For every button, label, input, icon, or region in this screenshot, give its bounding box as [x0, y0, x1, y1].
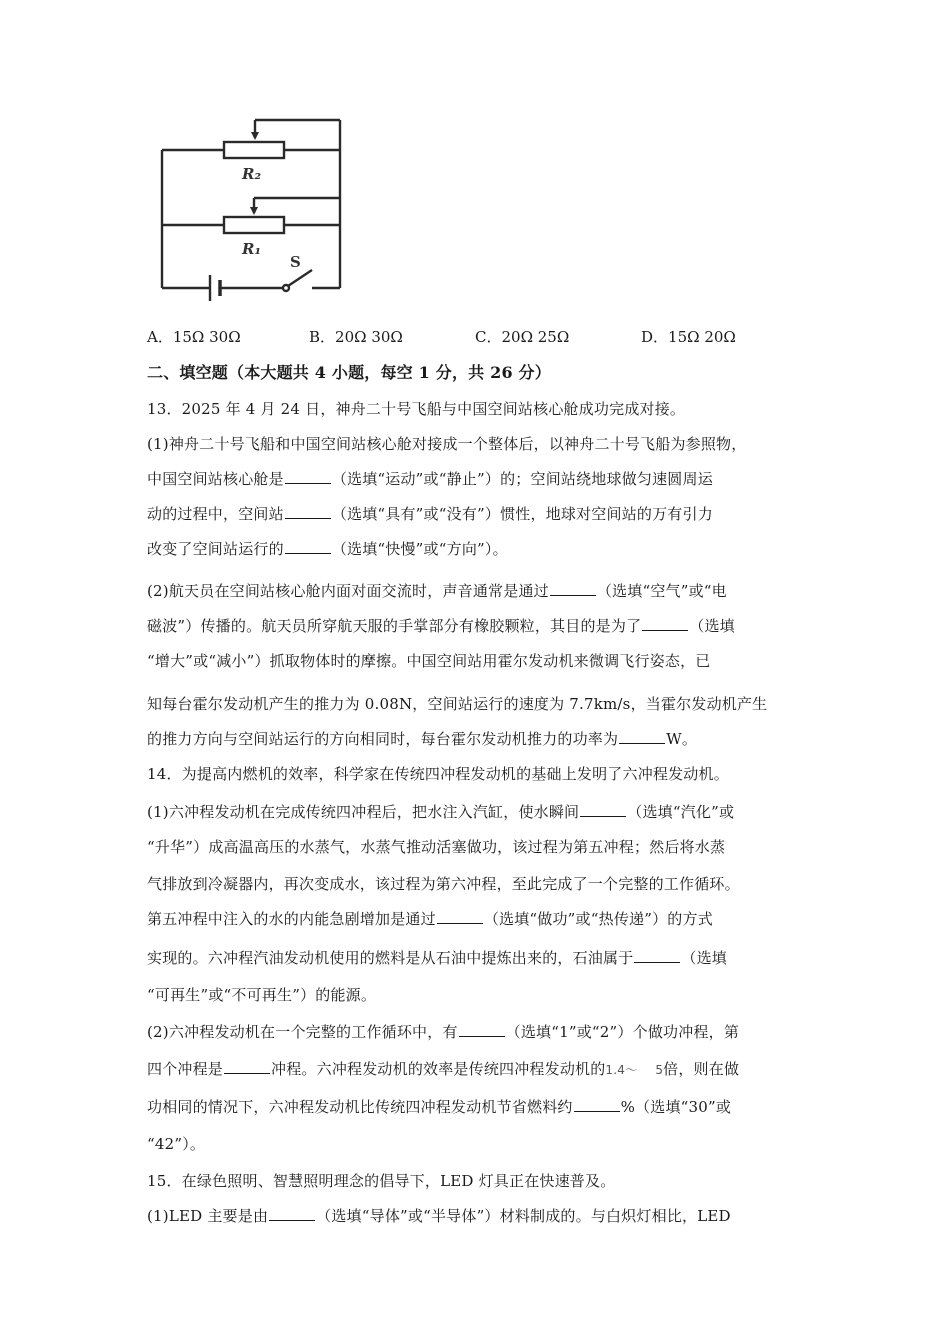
- q13-line-8: “增大”或“减小”）抓取物体时的摩擦。中国空间站用霍尔发动机来微调飞行姿态，已: [147, 652, 711, 670]
- answer-blank[interactable]: [619, 729, 665, 744]
- answer-blank[interactable]: [642, 616, 688, 631]
- q14-line-5: 第五冲程中注入的水的内能急剧增加是通过 （选填“做功”或“热传递”）的方式: [147, 910, 713, 928]
- q15-line-2: (1)LED 主要是由 （选填“导体”或“半导体”）材料制成的。与白炽灯相比，LED: [147, 1207, 731, 1225]
- switch-label: S: [290, 253, 301, 271]
- answer-blank[interactable]: [269, 1206, 315, 1221]
- answer-options: [147, 326, 867, 348]
- q13-line-4: 动的过程中，空间站 （选填“具有”或“没有”）惯性，地球对空间站的万有引力: [147, 505, 713, 523]
- q14-line-4: 气排放到冷凝器内，再次变成水，该过程为第六冲程，至此完成了一个完整的工作循环。: [147, 875, 740, 893]
- q14-line-3: “升华”）成高温高压的水蒸气，水蒸气推动活塞做功，该过程为第五冲程；然后将水蒸: [147, 838, 726, 856]
- answer-blank[interactable]: [634, 948, 680, 963]
- answer-blank[interactable]: [580, 802, 626, 817]
- answer-blank[interactable]: [437, 909, 483, 924]
- answer-blank[interactable]: [224, 1059, 270, 1074]
- option-b: B．20Ω 30Ω: [309, 328, 403, 346]
- q13-line-9: 知每台霍尔发动机产生的推力为 0.08N，空间站运行的速度为 7.7km/s，当霍尔发动机产生: [147, 695, 768, 713]
- answer-blank[interactable]: [574, 1097, 620, 1112]
- q13-stem: 13．2025 年 4 月 24 日，神舟二十号飞船与中国空间站核心舱成功完成对接。: [147, 400, 686, 418]
- q14-line-9: 四个冲程是 冲程。六冲程发动机的效率是传统四冲程发动机的1.4～ 5倍，则在做: [147, 1060, 740, 1078]
- r2-slider-arrow: [251, 132, 259, 140]
- q13-line-6: (2)航天员在空间站核心舱内面对面交流时，声音通常是通过 （选填“空气”或“电: [147, 582, 727, 600]
- r2-label: R₂: [242, 165, 262, 183]
- q13-line-3: 中国空间站核心舱是 （选填“运动”或“静止”）的；空间站绕地球做匀速圆周运: [147, 470, 713, 488]
- q14-line-8: (2)六冲程发动机在一个完整的工作循环中，有 （选填“1”或“2”）个做功冲程，第: [147, 1023, 740, 1041]
- q14-stem: 14．为提高内燃机的效率，科学家在传统四冲程发动机的基础上发明了六冲程发动机。: [147, 765, 729, 783]
- answer-blank[interactable]: [285, 504, 331, 519]
- answer-blank[interactable]: [285, 469, 331, 484]
- q13-line-7: 磁波”）传播的。航天员所穿航天服的手掌部分有橡胶颗粒，其目的是为了 （选填: [147, 617, 735, 635]
- answer-blank[interactable]: [550, 581, 596, 596]
- q14-line-11: “42”）。: [147, 1135, 206, 1153]
- q13-line-5: 改变了空间站运行的 （选填“快慢”或“方向”）。: [147, 540, 508, 558]
- q14-line-6: 实现的。六冲程汽油发动机使用的燃料是从石油中提炼出来的，石油属于 （选填: [147, 949, 728, 967]
- answer-blank[interactable]: [459, 1022, 505, 1037]
- q15-stem: 15．在绿色照明、智慧照明理念的倡导下，LED 灯具正在快速普及。: [147, 1172, 616, 1190]
- q13-line-10: 的推力方向与空间站运行的方向相同时，每台霍尔发动机推力的功率为 W。: [147, 730, 698, 748]
- q14-line-2: (1)六冲程发动机在完成传统四冲程后，把水注入汽缸，使水瞬间 （选填“汽化”或: [147, 803, 735, 821]
- answer-blank[interactable]: [285, 539, 331, 554]
- section-title: 二、填空题（本大题共 4 小题，每空 1 分，共 26 分）: [147, 363, 551, 382]
- circuit-diagram: [150, 112, 350, 307]
- option-a: A．15Ω 30Ω: [147, 328, 241, 346]
- r1-slider-arrow: [250, 207, 258, 215]
- q14-line-7: “可再生”或“不可再生”）的能源。: [147, 986, 377, 1004]
- option-d: D．15Ω 20Ω: [641, 328, 736, 346]
- r1-label: R₁: [242, 240, 262, 258]
- option-c: C．20Ω 25Ω: [475, 328, 570, 346]
- q13-line-2: (1)神舟二十号飞船和中国空间站核心舱对接成一个整体后，以神舟二十号飞船为参照物，: [147, 435, 747, 453]
- q14-line-10: 功相同的情况下，六冲程发动机比传统四冲程发动机节省燃料约 %（选填“30”或: [147, 1098, 732, 1116]
